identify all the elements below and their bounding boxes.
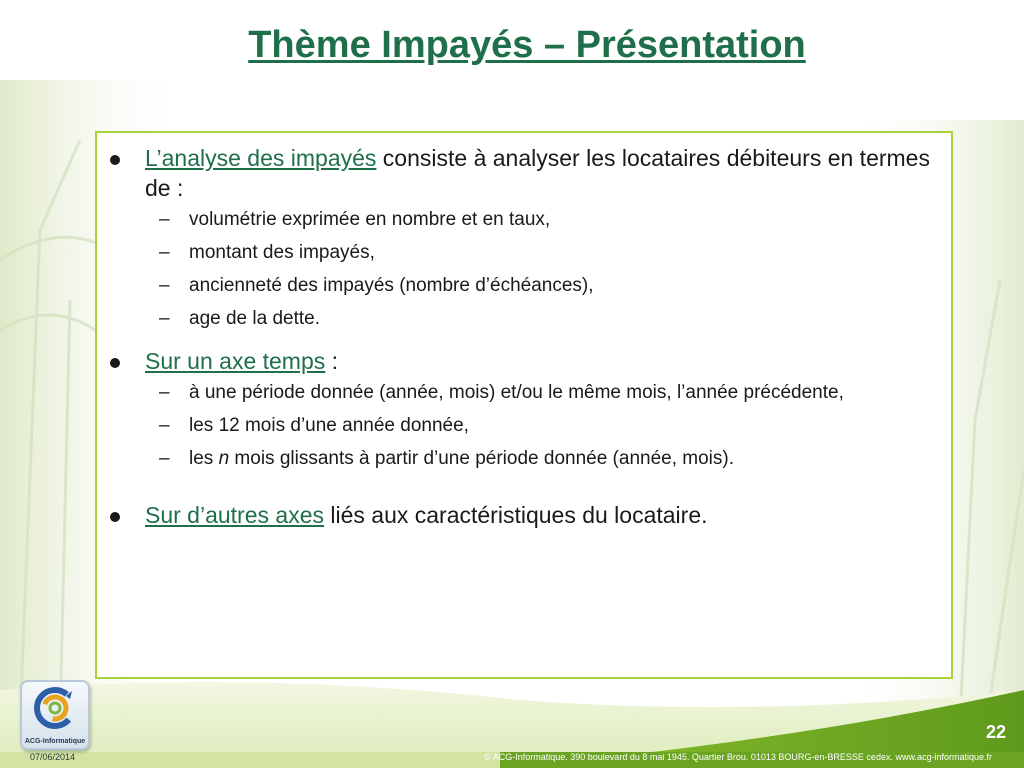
other-axes-link[interactable]: Sur d’autres axes	[145, 502, 324, 528]
list-item-text: montant des impayés,	[189, 242, 375, 263]
italic-n: n	[218, 448, 230, 469]
slide-date: 07/06/2014	[30, 752, 76, 762]
time-axis-link[interactable]: Sur un axe temps	[145, 348, 326, 374]
list-item	[145, 380, 935, 406]
bullet-list	[105, 143, 935, 530]
slide-title: Thème Impayés – Présentation	[248, 24, 806, 66]
list-item-text: les	[189, 448, 219, 469]
list-item	[145, 207, 935, 233]
list-item	[145, 446, 935, 472]
list-item	[145, 413, 935, 439]
analysis-sublist	[145, 207, 935, 332]
list-item-text: ancienneté des impayés (nombre d’échéances),	[189, 275, 594, 296]
bullet-time-axis	[105, 346, 935, 472]
list-item-text: age de la dette.	[189, 308, 320, 329]
bullet-dot-icon	[110, 358, 120, 368]
dash-icon: –	[159, 448, 170, 469]
dash-icon: –	[159, 242, 170, 263]
analysis-text: consiste à analyser les locataires débiteurs en termes de :	[145, 145, 930, 201]
dash-icon: –	[159, 209, 170, 230]
content-box	[95, 131, 953, 679]
page-number: 22	[986, 722, 1007, 742]
dash-icon: –	[159, 382, 170, 403]
time-axis-text: :	[325, 348, 339, 374]
list-item	[145, 240, 935, 266]
company-logo	[20, 680, 90, 750]
dash-icon: –	[159, 308, 170, 329]
list-item-text: à une période donnée (année, mois) et/ou le même mois, l’année précédente,	[189, 382, 844, 403]
bullet-dot-icon	[110, 512, 120, 522]
bullet-other-axes	[105, 500, 935, 530]
list-item	[145, 306, 935, 332]
footer-copyright: © ACG-Informatique. 390 boulevard du 8 mai 1945. Quartier Brou. 01013 BOURG-en-BRESSE cedex. www.acg-informatique.fr	[484, 752, 992, 762]
logo-swirl-icon	[22, 682, 88, 734]
logo-caption: ACG-Informatique	[24, 738, 86, 745]
bullet-analysis	[105, 143, 935, 332]
analysis-link[interactable]: L’analyse des impayés	[145, 145, 377, 171]
dash-icon: –	[159, 415, 170, 436]
other-axes-text: liés aux caractéristiques du locataire.	[323, 502, 708, 528]
time-axis-sublist	[145, 380, 935, 472]
bullet-dot-icon	[110, 155, 120, 165]
dash-icon: –	[159, 275, 170, 296]
list-item-text: mois glissants à partir d’une période donnée (année, mois).	[229, 448, 734, 469]
list-item-text: les 12 mois d’une année donnée,	[189, 415, 469, 436]
list-item-text: volumétrie exprimée en nombre et en taux,	[189, 209, 551, 230]
list-item	[145, 273, 935, 299]
